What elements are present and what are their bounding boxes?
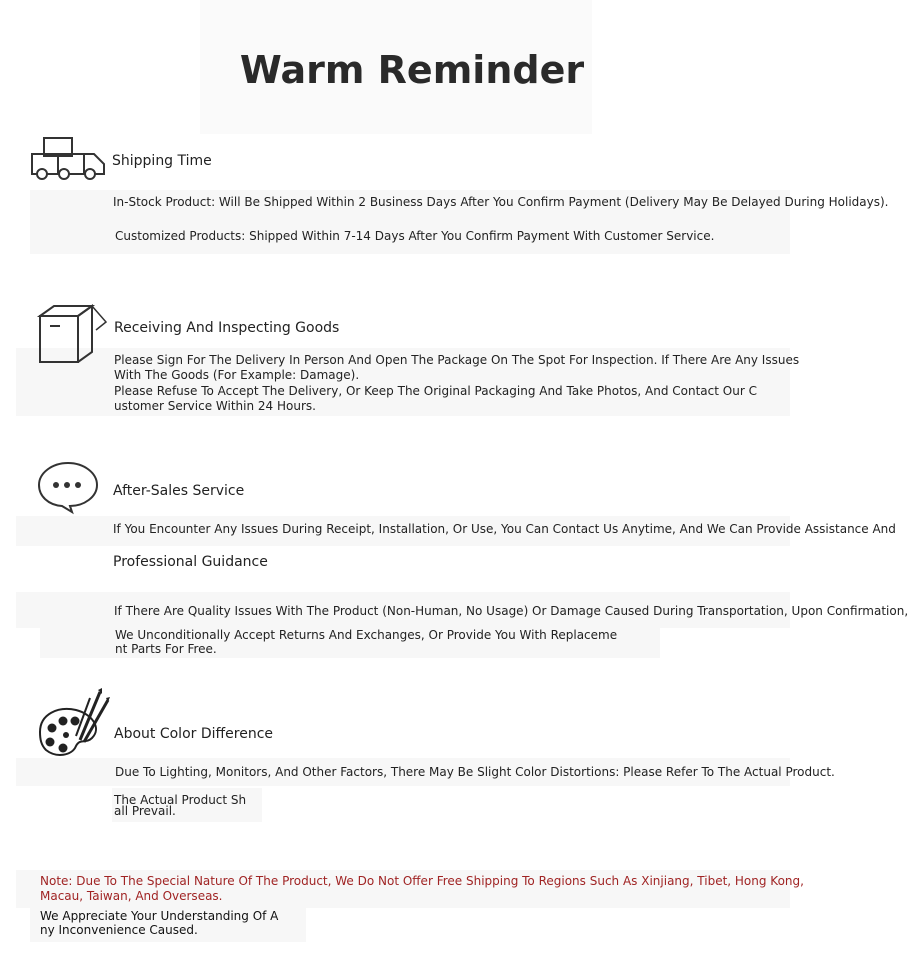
box-icon: [36, 302, 110, 364]
palette-icon: [36, 688, 112, 760]
note-line-3: We Appreciate Your Understanding Of A: [40, 909, 279, 923]
color-line-3: all Prevail.: [114, 804, 176, 818]
note-line-2: Macau, Taiwan, And Overseas.: [40, 889, 223, 903]
note-line-4: ny Inconvenience Caused.: [40, 923, 198, 937]
receiving-line-4: ustomer Service Within 24 Hours.: [114, 399, 316, 413]
after-sales-heading: After-Sales Service: [113, 483, 245, 499]
color-line-1: Due To Lighting, Monitors, And Other Factors, There May Be Slight Color Distortions: Please Refer To The Actual Product.: [115, 765, 835, 779]
after-sales-line-2: If There Are Quality Issues With The Product (Non-Human, No Usage) Or Damage Caused During Transportation, Upon Confirmation,: [114, 604, 908, 618]
receiving-heading: Receiving And Inspecting Goods: [114, 320, 340, 336]
after-sales-line-1: If You Encounter Any Issues During Receipt, Installation, Or Use, You Can Contact Us Anytime, And We Can Provide Assistance And: [113, 522, 896, 536]
after-sales-subheading: Professional Guidance: [113, 554, 268, 570]
truck-icon: [30, 136, 108, 184]
shipping-line-2: Customized Products: Shipped Within 7-14 Days After You Confirm Payment With Customer Service.: [115, 229, 715, 243]
receiving-line-3: Please Refuse To Accept The Delivery, Or Keep The Original Packaging And Take Photos, And Contact Our C: [114, 384, 757, 398]
receiving-line-2: With The Goods (For Example: Damage).: [114, 368, 360, 382]
note-line-1: Note: Due To The Special Nature Of The Product, We Do Not Offer Free Shipping To Regions Such As Xinjiang, Tibet, Hong Kong,: [40, 874, 804, 888]
after-sales-line-3: We Unconditionally Accept Returns And Exchanges, Or Provide You With Replaceme: [115, 628, 618, 642]
color-line-2: The Actual Product Sh: [114, 793, 247, 807]
receiving-line-1: Please Sign For The Delivery In Person And Open The Package On The Spot For Inspection. If There Are Any Issues: [114, 353, 800, 367]
page-title: Warm Reminder: [239, 48, 585, 92]
shipping-heading: Shipping Time: [112, 153, 212, 169]
after-sales-line-4: nt Parts For Free.: [115, 642, 217, 656]
shipping-line-1: In-Stock Product: Will Be Shipped Within 2 Business Days After You Confirm Payment (Delivery May Be Delayed During Holidays).: [113, 195, 889, 209]
color-heading: About Color Difference: [114, 726, 274, 742]
speech-bubble-icon: [36, 460, 100, 514]
